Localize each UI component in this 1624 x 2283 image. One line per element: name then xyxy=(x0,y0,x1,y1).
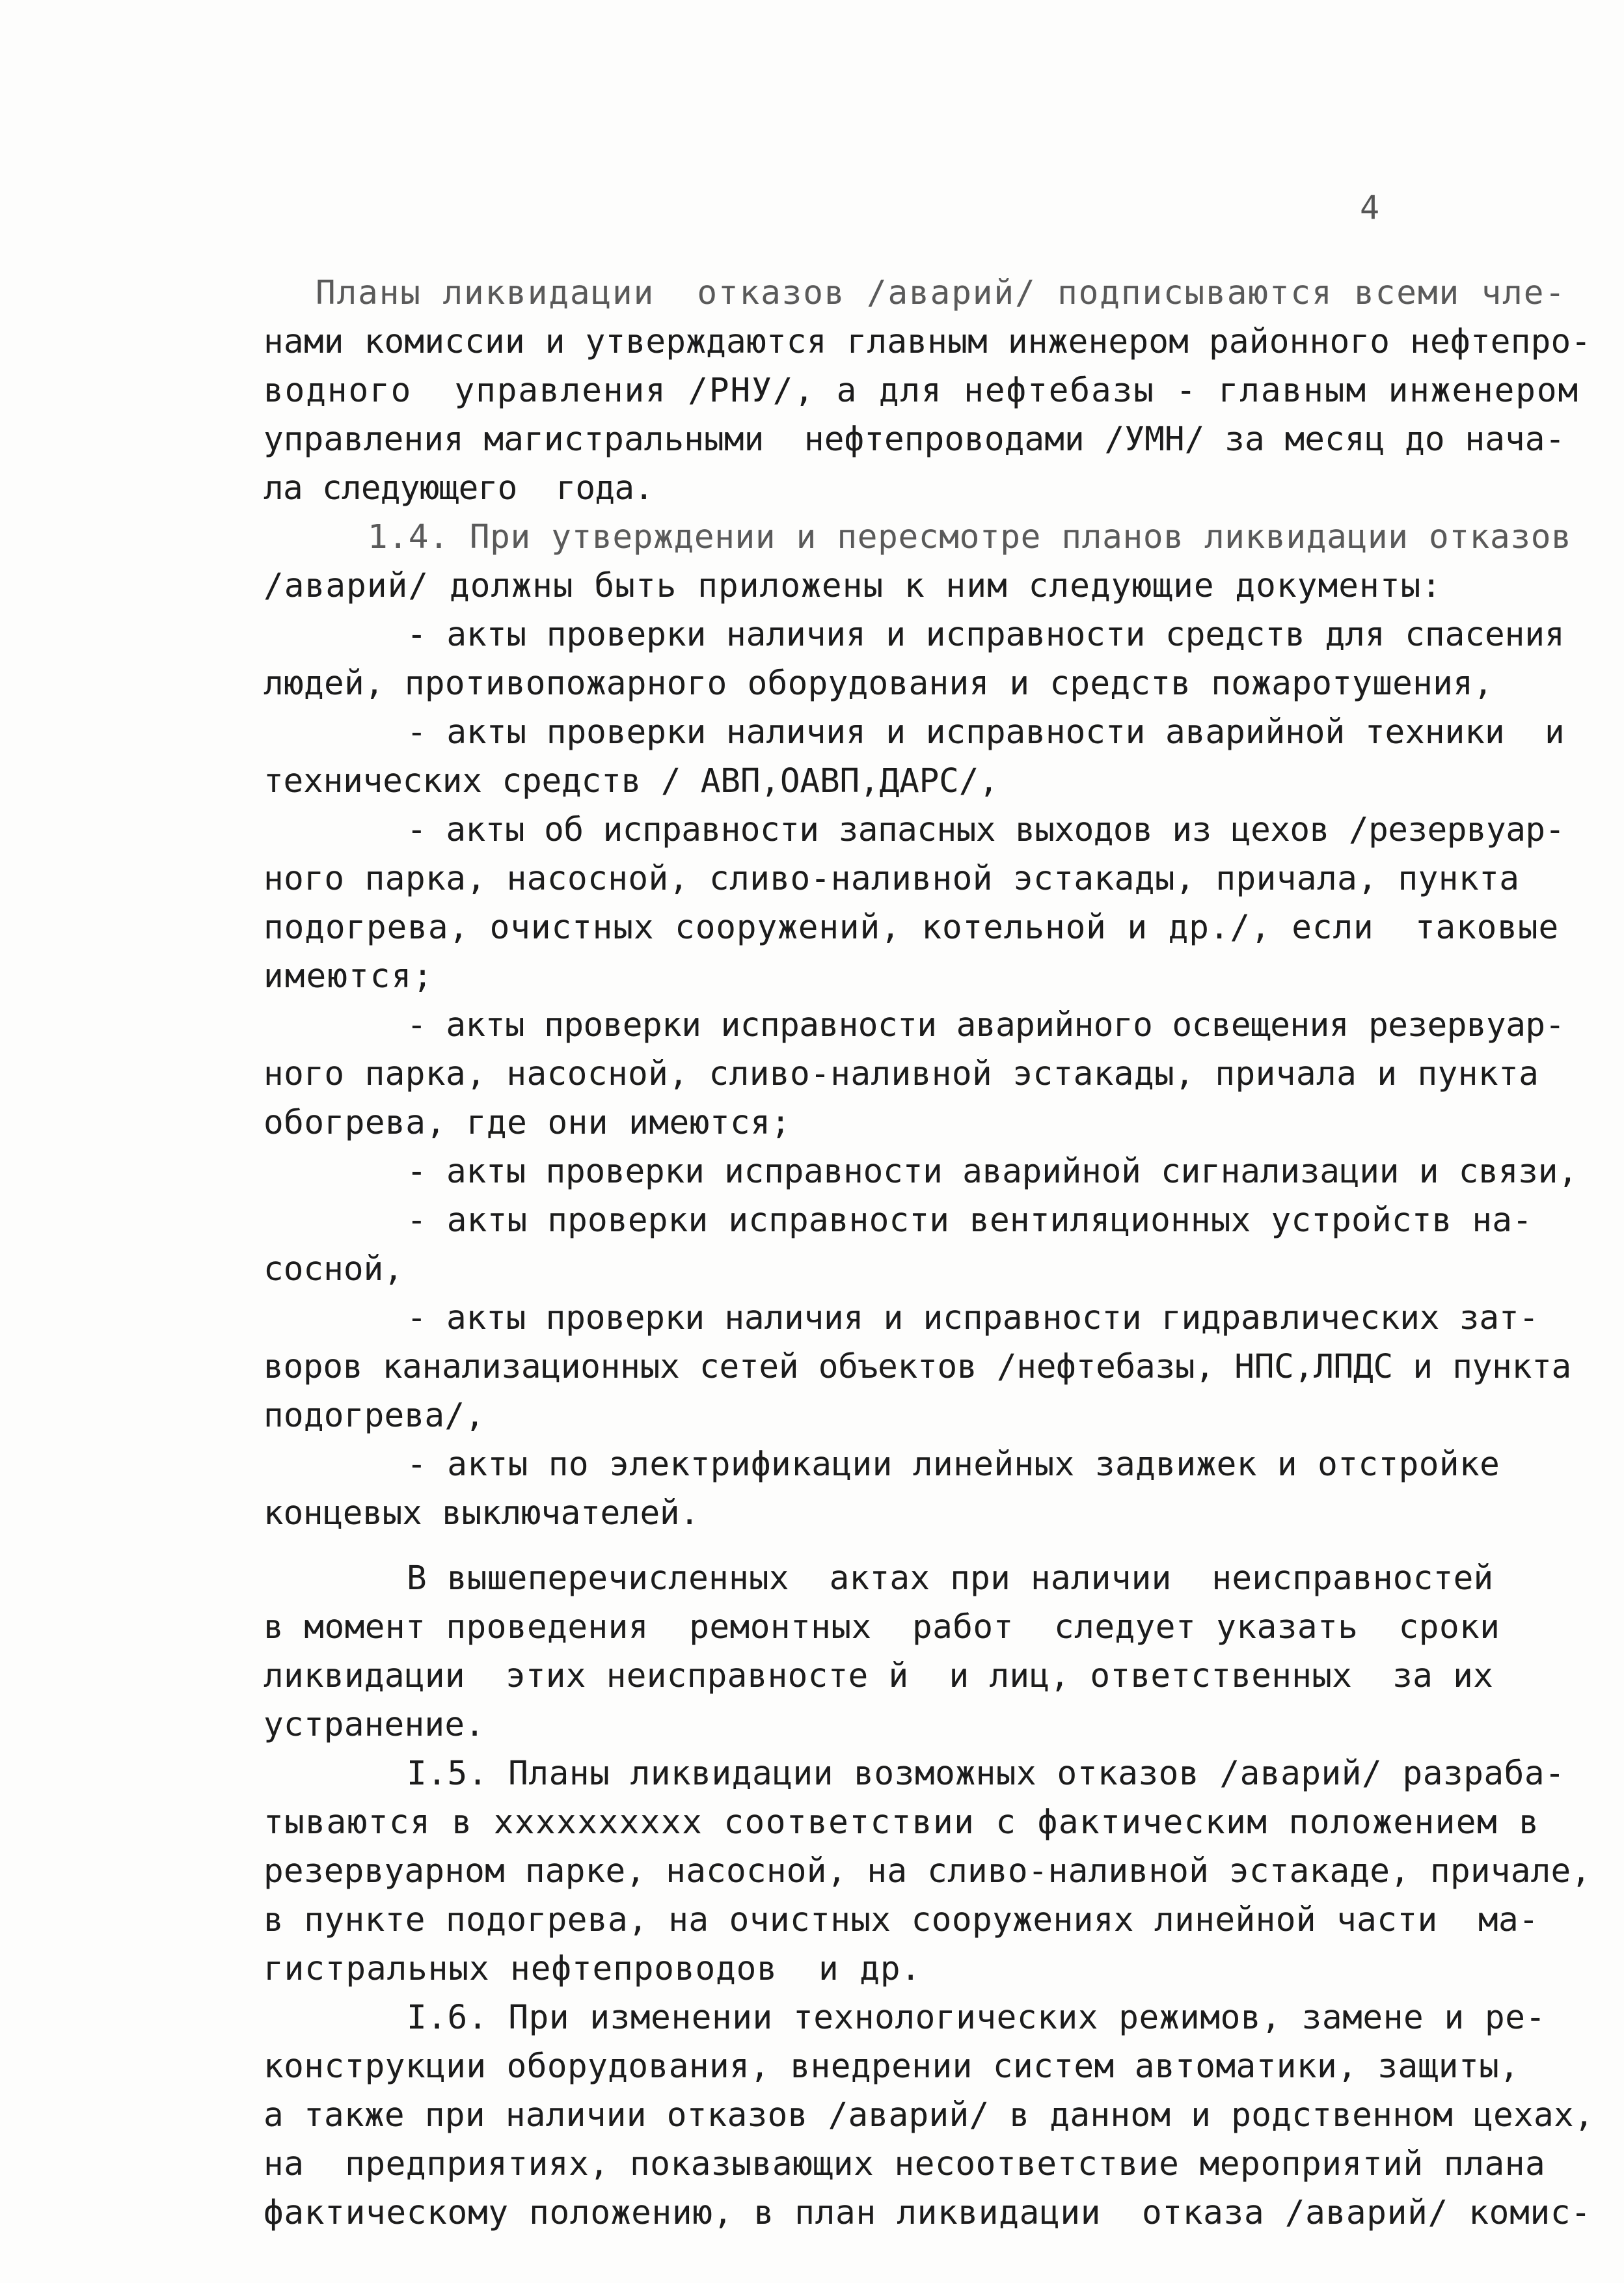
text-line: в момент проведения ремонтных работ следует указать сроки xyxy=(264,1608,1500,1647)
list-item-line: концевых выключателей. xyxy=(264,1494,699,1533)
list-item-line: технических средств / АВП,ОАВП,ДАРС/, xyxy=(264,762,999,800)
list-item-line: - акты об исправности запасных выходов из цехов /резервуар- xyxy=(407,811,1565,849)
list-item-line: подогрева/, xyxy=(264,1397,485,1435)
list-item-line: - акты проверки исправности аварийного освещения резервуар- xyxy=(407,1006,1565,1045)
list-item-line: ного парка, насосной, сливо-наливной эстакады, причала, пункта xyxy=(264,860,1520,898)
text-line: I.5. Планы ликвидации возможных отказов /аварий/ разраба- xyxy=(407,1755,1565,1793)
list-item-line: сосной, xyxy=(264,1250,404,1289)
text-line: Планы ликвидации отказов /аварий/ подписываются всеми чле- xyxy=(316,274,1566,312)
text-line: на предприятиях, показывающих несоответствие мероприятий плана xyxy=(264,2145,1546,2183)
list-item-line: - акты по электрификации линейных задвижек и отстройке xyxy=(407,1445,1500,1484)
list-item-line: подогрева, очистных сооружений, котельной и др./, если таковые xyxy=(264,909,1560,947)
list-item-line: воров канализационных сетей объектов /нефтебазы, НПС,ЛПДС и пункта xyxy=(264,1348,1572,1386)
text-line: ликвидации этих неисправносте й и лиц, ответственных за их xyxy=(264,1657,1494,1695)
list-item-line: - акты проверки наличия и исправности аварийной техники и xyxy=(407,713,1565,752)
text-line: нами комиссии и утверждаются главным инженером районного нефтепро- xyxy=(264,323,1591,361)
list-item-line: - акты проверки наличия и исправности средств для спасения xyxy=(407,616,1565,654)
text-line: ла следующего года. xyxy=(264,469,654,508)
text-line: управления магистральными нефтепроводами /УМН/ за месяц до нача- xyxy=(264,420,1565,459)
text-line: /аварий/ должны быть приложены к ним следующие документы: xyxy=(264,567,1442,605)
text-line: устранение. xyxy=(264,1706,485,1744)
list-item-line: людей, противопожарного оборудования и средств пожаротушения, xyxy=(264,664,1494,703)
text-line: водного управления /РНУ/, а для нефтебазы - главным инженером xyxy=(264,372,1580,410)
text-line: а также при наличии отказов /аварий/ в данном и родственном цехах, xyxy=(264,2096,1594,2135)
text-line: I.6. При изменении технологических режимов, замене и ре- xyxy=(407,1999,1546,2037)
text-line: конструкции оборудования, внедрении систем автоматики, защиты, xyxy=(264,2047,1520,2086)
list-item-line: ного парка, насосной, сливо-наливной эстакады, причала и пункта xyxy=(264,1055,1539,1093)
list-item-line: - акты проверки наличия и исправности гидравлических зат- xyxy=(407,1299,1539,1337)
list-item-line: обогрева, где они имеются; xyxy=(264,1104,791,1142)
page-number: 4 xyxy=(1360,189,1380,226)
text-line: В вышеперечисленных актах при наличии неисправностей xyxy=(407,1559,1494,1598)
text-line: гистральных нефтепроводов и др. xyxy=(264,1950,922,1988)
text-line: в пункте подогрева, на очистных сооружениях линейной части ма- xyxy=(264,1901,1539,1939)
text-line: резервуарном парке, насосной, на сливо-наливной эстакаде, причале, xyxy=(264,1852,1591,1891)
list-item-line: - акты проверки исправности аварийной сигнализации и связи, xyxy=(407,1153,1578,1191)
list-item-line: имеются; xyxy=(264,957,435,996)
text-line: 1.4. При утверждении и пересмотре планов ликвидации отказов xyxy=(368,518,1572,556)
text-line: тываются в хххххххххх соответствии с фактическим положением в xyxy=(264,1803,1540,1842)
text-line: фактическому положению, в план ликвидации отказа /аварий/ комис- xyxy=(264,2194,1591,2232)
list-item-line: - акты проверки исправности вентиляционных устройств на- xyxy=(407,1201,1533,1240)
